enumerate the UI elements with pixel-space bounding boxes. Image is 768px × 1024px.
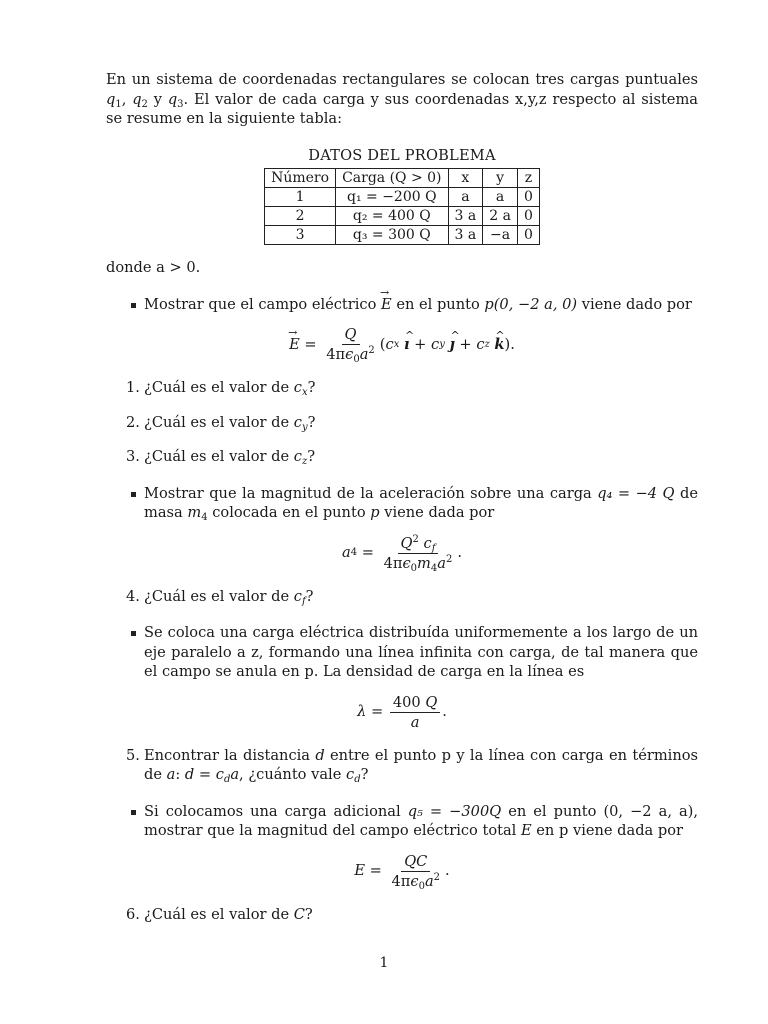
- table-row: 3 q₃ = 300 Q 3 a −a 0: [265, 226, 540, 245]
- bullet-marker: [131, 492, 136, 497]
- bullet-item-total-field: Si colocamos una carga adicional q₅ = −300Q en el punto (0, −2 a, a), mostrar que la magnitud del campo eléctrico total E en p viene dada por: [106, 802, 698, 841]
- bullet-marker: [131, 631, 136, 636]
- document-body: [106, 70, 698, 924]
- intro-paragraph: En un sistema de coordenadas rectangulares se colocan tres cargas puntuales $q_1$, $q_2$ y $q_3$. El valor de cada carga y sus coordenadas x,y,z respecto al sistema se resume en la siguiente tabla:: [106, 71, 698, 127]
- table-caption: DATOS DEL PROBLEMA: [308, 146, 496, 164]
- equation-acceleration: a 4 = $\frac{Q^2 c_f}{4\pi\epsilon_0m_4a^2}$ .: [342, 533, 462, 574]
- question-5: 5. Encontrar la distancia d entre el punto p y la línea con carga en términos de a: $d = c_da$, ¿cuánto vale $c_d$?: [126, 746, 699, 785]
- table-row: 2 q₂ = 400 Q 3 a 2 a 0: [265, 207, 540, 226]
- bullet-item-line-charge: Se coloca una carga eléctrica distribuída uniformemente a los largo de un eje paralelo a z, formando una línea infinita con carga, de tal manera que el campo se anula en p. La densidad de carga en la línea es: [106, 623, 698, 682]
- page-number: 1: [379, 955, 389, 971]
- equation-electric-field: → E = $\frac{Q}{4\pi\epsilon_0a^2}$ ( c x ^ ı + c y ^ ȷ + c z ^ k ).: [106, 326, 698, 363]
- equation-line-density: λ = $\frac{400 Q}{a}$ .: [357, 693, 447, 731]
- question-6: 6. ¿Cuál es el valor de C?: [126, 905, 313, 923]
- question-2: 2. ¿Cuál es el valor de $c_y$?: [126, 413, 316, 433]
- bullet-marker: [131, 303, 136, 308]
- question-4: 4. ¿Cuál es el valor de $c_f$?: [126, 587, 314, 607]
- question-1: 1. ¿Cuál es el valor de $c_x$?: [126, 379, 316, 398]
- table-row: 1 q₁ = −200 Q a a 0: [265, 188, 540, 207]
- equation-total-field: E = $\frac{QC}{4\pi\epsilon_0a^2}$ .: [354, 852, 450, 892]
- table-header-row: Número Carga (Q > 0) x y z: [265, 169, 540, 188]
- data-table: [264, 168, 540, 245]
- bullet-marker: [131, 810, 136, 815]
- bullet-item-electric-field: Mostrar que el campo eléctrico → E en el punto p(0, −2 a, 0) viene dado por: [106, 295, 698, 315]
- bullet-item-acceleration: Mostrar que la magnitud de la aceleración sobre una carga q₄ = −4 Q de masa $m_4$ colocada en el punto p viene dada por: [106, 484, 698, 523]
- question-3: 3. ¿Cuál es el valor de $c_z$?: [126, 448, 316, 467]
- condition-text: donde a > 0.: [106, 259, 201, 276]
